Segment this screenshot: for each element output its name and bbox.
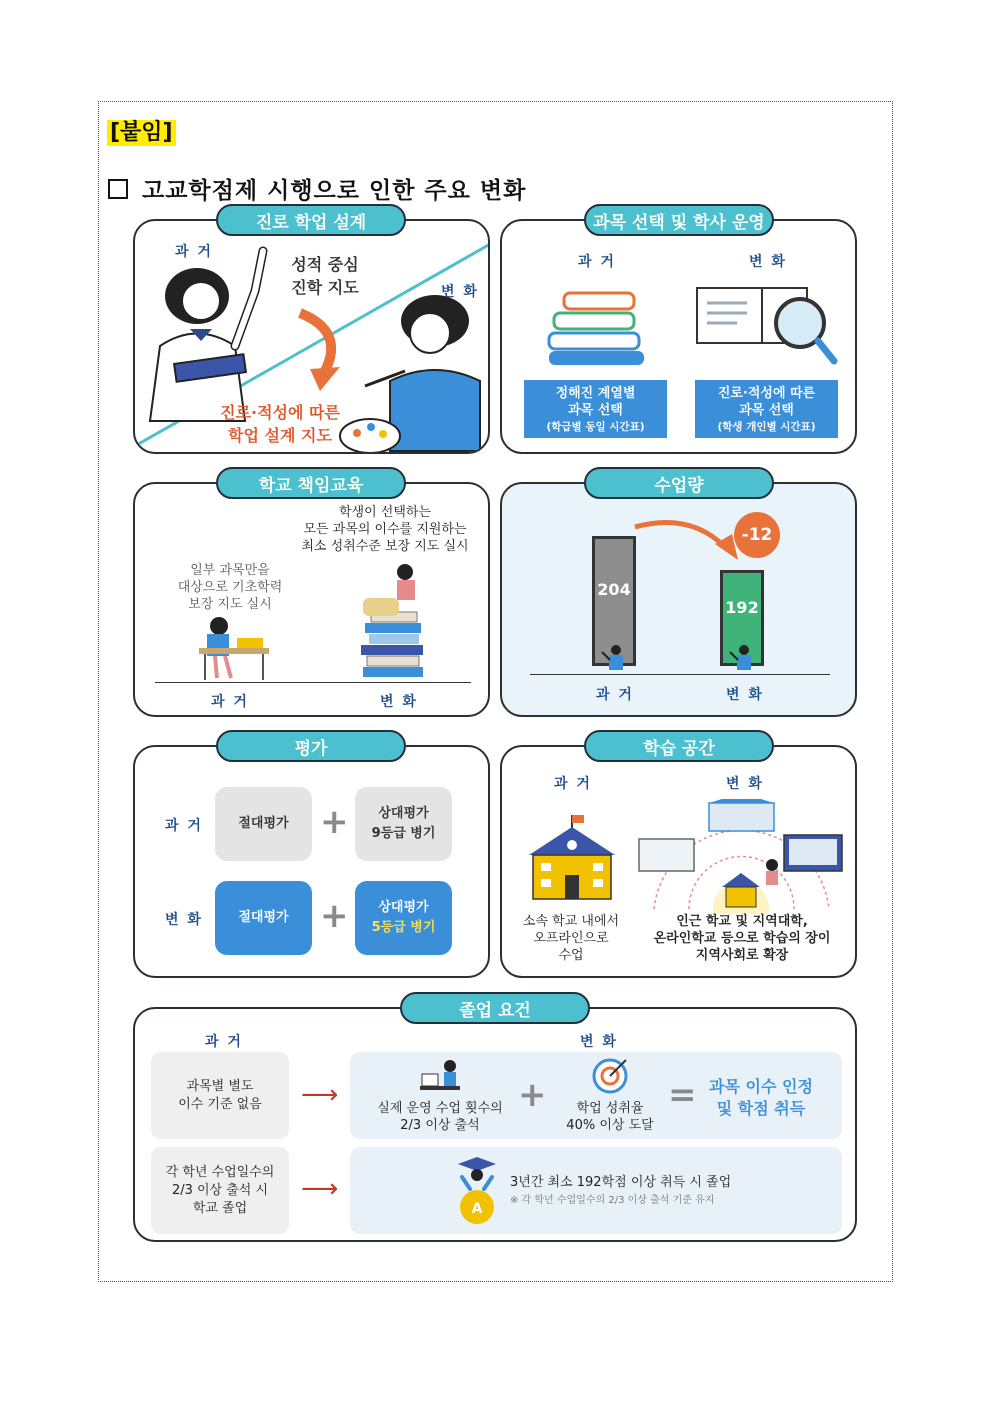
graduation-row2-past-line2: 2/3 이상 출석 시 xyxy=(171,1182,269,1198)
career-title: 진로 학업 설계 xyxy=(216,204,406,236)
hours-baseline xyxy=(530,674,830,675)
network-campus-icon xyxy=(634,799,849,914)
desk-study-icon xyxy=(418,1058,462,1096)
evaluation-change-relative-line2: 5등급 병기 xyxy=(371,920,436,935)
plus-icon: + xyxy=(518,1075,547,1115)
space-card xyxy=(500,745,857,978)
hours-diff-value: -12 xyxy=(741,525,773,545)
graduation-row2-change xyxy=(350,1147,842,1234)
career-past-line2: 진학 지도 xyxy=(291,278,359,297)
plus-icon: + xyxy=(320,802,349,842)
career-change-line1: 진로·적성에 따른 xyxy=(220,403,340,422)
target-achievement-icon xyxy=(588,1056,632,1096)
page-title-text: 고교학점제 시행으로 인한 주요 변화 xyxy=(142,178,527,204)
evaluation-change-relative-line1: 상대평가 xyxy=(378,900,429,915)
teacher-icon xyxy=(150,251,263,421)
graduate-apple-icon xyxy=(454,1155,500,1227)
course-past-box-line2: 과목 선택 xyxy=(568,403,623,418)
arrow-right-icon: ⟶ xyxy=(301,1174,339,1204)
space-change-line3: 지역사회로 확장 xyxy=(695,948,789,963)
space-title: 학습 공간 xyxy=(584,730,774,762)
responsibility-past-line2: 대상으로 기초학력 xyxy=(177,580,283,595)
books-stack-icon xyxy=(544,289,654,369)
responsibility-change-line3: 최소 성취수준 보장 지도 실시 xyxy=(301,539,469,554)
graduation-row2-past-line3: 학교 졸업 xyxy=(192,1200,248,1216)
graduation-card xyxy=(133,1007,857,1242)
teacher-change-icon xyxy=(728,644,758,672)
graduation-row1-past xyxy=(151,1052,289,1139)
graduation-past-label: 과 거 xyxy=(205,1034,243,1050)
responsibility-baseline xyxy=(155,682,471,683)
space-past-label: 과 거 xyxy=(554,776,592,792)
career-card xyxy=(133,219,490,454)
career-change-line2: 학업 설계 지도 xyxy=(228,426,332,445)
responsibility-past-line1: 일부 과목만을 xyxy=(190,563,270,578)
checkbox-square-icon xyxy=(108,179,128,199)
course-past-label: 과 거 xyxy=(578,254,616,270)
graduation-change-label: 변 화 xyxy=(580,1034,618,1050)
graduation-row1-b-line2: 40% 이상 도달 xyxy=(566,1118,654,1133)
course-past-box-note: (학급별 동일 시간표) xyxy=(546,421,645,433)
evaluation-past-relative xyxy=(355,787,452,861)
evaluation-card xyxy=(133,745,490,978)
space-past-line2: 오프라인으로 xyxy=(533,931,609,946)
career-past-line1: 성적 중심 xyxy=(291,255,359,274)
course-title: 과목 선택 및 학사 운영 xyxy=(584,204,774,236)
course-change-box-line2: 과목 선택 xyxy=(739,403,794,418)
equals-icon: = xyxy=(668,1075,697,1115)
graduation-title: 졸업 요건 xyxy=(400,992,590,1024)
evaluation-past-relative-line2: 9등급 병기 xyxy=(371,826,436,841)
school-icon xyxy=(527,813,617,903)
hours-change-label: 변 화 xyxy=(726,687,764,703)
responsibility-change-line2: 모든 과목의 이수를 지원하는 xyxy=(303,522,467,537)
graduation-row1-b-line1: 학업 성취율 xyxy=(576,1101,644,1116)
course-change-label: 변 화 xyxy=(749,254,787,270)
graduation-row2-note: ※ 각 학년 수업일수의 2/3 이상 출석 기준 유지 xyxy=(510,1195,715,1206)
graduation-row1-result-line1: 과목 이수 인정 xyxy=(709,1077,813,1096)
responsibility-card xyxy=(133,482,490,717)
page-title xyxy=(108,172,526,205)
evaluation-change-label: 변 화 xyxy=(165,912,203,928)
hours-past-label: 과 거 xyxy=(596,687,634,703)
evaluation-change-absolute: 절대평가 xyxy=(215,881,312,955)
book-magnifier-icon xyxy=(692,283,842,373)
space-change-label: 변 화 xyxy=(726,776,764,792)
course-change-box xyxy=(695,380,838,438)
graduation-row2-past-line1: 각 학년 수업일수의 xyxy=(165,1164,275,1180)
evaluation-change-relative xyxy=(355,881,452,955)
graduation-row2-main: 3년간 최소 192학점 이상 취득 시 졸업 xyxy=(510,1175,732,1190)
student-on-books-icon xyxy=(355,562,435,682)
student-desk-icon xyxy=(197,612,277,682)
course-change-box-line1: 진로·적성에 따른 xyxy=(717,386,816,401)
graduation-row1-past-line1: 과목별 별도 xyxy=(186,1078,254,1094)
plus-icon: + xyxy=(320,896,349,936)
hours-change-value: 192 xyxy=(725,598,759,617)
course-card xyxy=(500,219,857,454)
space-past-line3: 수업 xyxy=(558,948,584,963)
evaluation-past-relative-line1: 상대평가 xyxy=(378,806,429,821)
attachment-tag: [붙임] xyxy=(107,120,176,146)
career-past-label: 과 거 xyxy=(175,244,213,260)
evaluation-title: 평가 xyxy=(216,730,406,762)
course-change-box-note: (학생 개인별 시간표) xyxy=(717,421,816,433)
svg-text:A: A xyxy=(471,1201,483,1217)
career-change-label: 변 화 xyxy=(441,284,479,300)
evaluation-past-absolute: 절대평가 xyxy=(215,787,312,861)
hours-arrow xyxy=(630,512,750,572)
space-change-line2: 온라인학교 등으로 학습의 장이 xyxy=(653,931,831,946)
graduation-row1-a-line1: 실제 운영 수업 횟수의 xyxy=(377,1101,503,1116)
evaluation-past-label: 과 거 xyxy=(165,818,203,834)
graduation-row1-a-line2: 2/3 이상 출석 xyxy=(400,1118,480,1133)
hours-title: 수업량 xyxy=(584,467,774,499)
graduation-row2-past xyxy=(151,1147,289,1234)
responsibility-past-label: 과 거 xyxy=(211,694,249,710)
course-past-box xyxy=(524,380,667,438)
graduation-row1-past-line2: 이수 기준 없음 xyxy=(178,1096,262,1112)
course-past-box-line1: 정해진 계열별 xyxy=(555,386,636,401)
graduation-row1-change xyxy=(350,1052,842,1139)
graduation-row1-result-line2: 및 학점 취득 xyxy=(716,1099,806,1118)
responsibility-title: 학교 책임교육 xyxy=(216,467,406,499)
space-change-line1: 인근 학교 및 지역대학, xyxy=(676,914,808,929)
responsibility-change-line1: 학생이 선택하는 xyxy=(338,505,432,520)
responsibility-past-line3: 보장 지도 실시 xyxy=(188,597,272,612)
hours-diff-badge xyxy=(734,512,780,558)
teacher-past-icon xyxy=(600,644,630,672)
arrow-right-icon: ⟶ xyxy=(301,1080,339,1110)
hours-card xyxy=(500,482,857,717)
space-past-line1: 소속 학교 내에서 xyxy=(522,914,620,929)
hours-past-value: 204 xyxy=(597,580,631,599)
responsibility-change-label: 변 화 xyxy=(380,694,418,710)
